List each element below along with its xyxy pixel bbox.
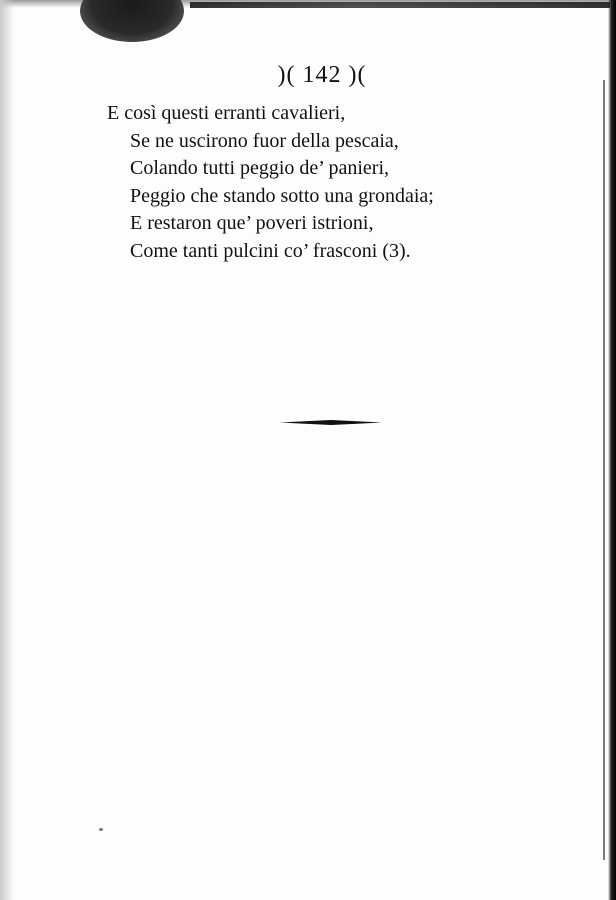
paper-speck [99,828,103,831]
verse-line: Come tanti pulcini co’ frasconi (3). [130,239,411,262]
verse-line: Se ne uscirono fuor della pescaia, [130,129,399,152]
page-right-edge [608,0,616,900]
verse-line: E restaron que’ poveri istrioni, [130,212,374,234]
section-divider-rule [280,418,382,427]
verse-line: E così questi erranti cavalieri, [107,102,346,124]
page-left-edge [0,0,14,900]
binding-shadow [80,0,184,42]
verse-line: Peggio che stando sotto una grondaia; [130,184,434,207]
verse-stanza [107,100,434,265]
page-number: )( 142 )( [277,62,367,88]
page-right-fold [603,80,605,860]
verse-line: Colando tutti peggio de’ panieri, [130,157,390,179]
page-top-binding [190,2,610,8]
